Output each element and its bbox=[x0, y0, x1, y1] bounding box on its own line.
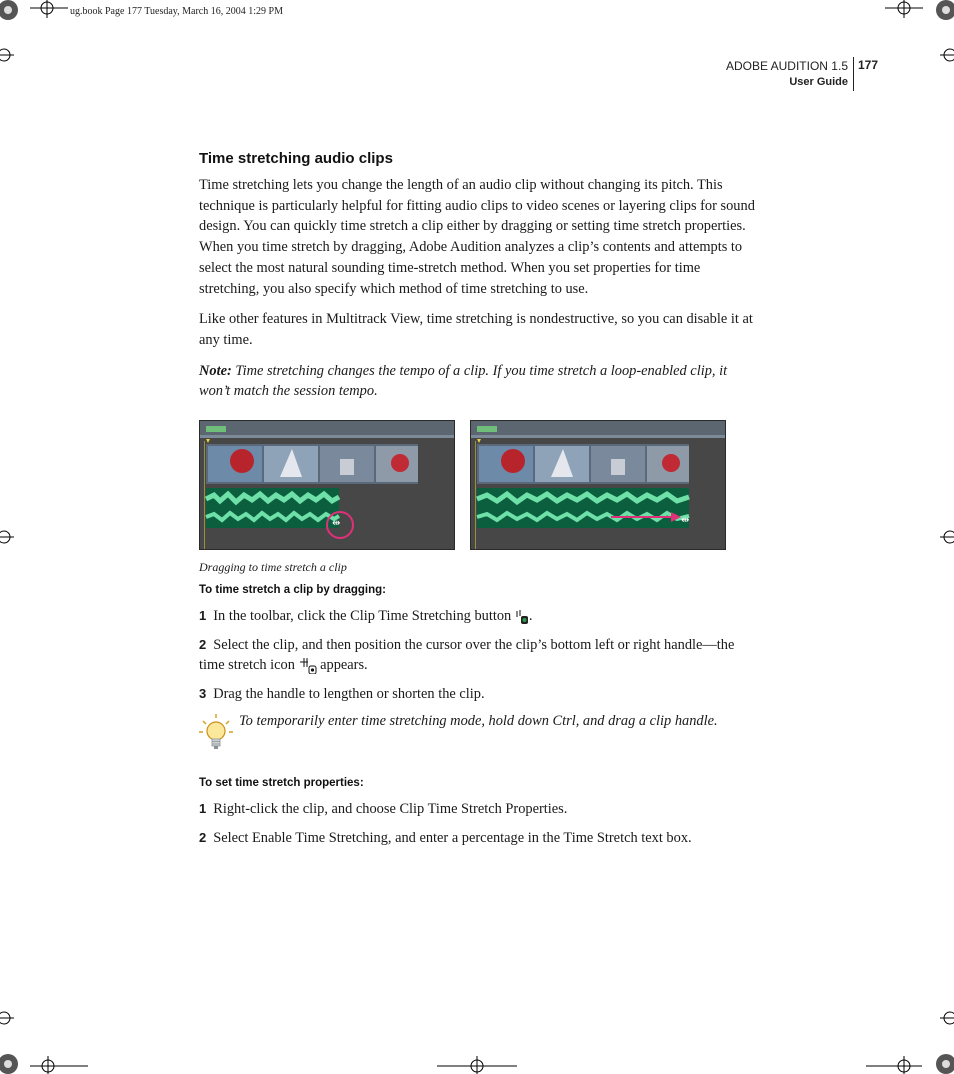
procedure-title-dragging: To time stretch a clip by dragging: bbox=[199, 584, 387, 597]
note bbox=[199, 361, 759, 402]
figure bbox=[199, 420, 759, 578]
header-rule bbox=[853, 57, 854, 91]
running-header bbox=[726, 58, 848, 90]
print-slug: ug.book Page 177 Tuesday, March 16, 2004 1:29 PM bbox=[70, 6, 283, 17]
step-item bbox=[199, 799, 759, 820]
step-text-end: appears. bbox=[316, 657, 368, 674]
note-text: Time stretching changes the tempo of a clip. If you time stretch a loop-enabled clip, it won’t match the session tempo. bbox=[199, 362, 728, 400]
registration-mark-left-mid bbox=[0, 520, 16, 554]
product-name: ADOBE AUDITION 1.5 bbox=[725, 59, 848, 73]
step-text: Drag the handle to lengthen or shorten the clip. bbox=[213, 686, 485, 703]
step-text-end: . bbox=[528, 608, 533, 625]
step-number: 1 bbox=[199, 608, 207, 624]
step-number: 3 bbox=[199, 686, 207, 702]
lightbulb-icon bbox=[199, 713, 233, 753]
step-item bbox=[199, 684, 759, 705]
color-wheel-top-left bbox=[0, 0, 20, 26]
step-number: 1 bbox=[199, 800, 207, 816]
registration-mark-left-top bbox=[0, 40, 16, 70]
page-number: 177 bbox=[858, 58, 879, 72]
page-content bbox=[199, 150, 759, 856]
step-text: In the toolbar, click the Clip Time Stretching button bbox=[213, 608, 515, 625]
registration-mark-bottom-center bbox=[437, 1054, 517, 1074]
paragraph-intro: Time stretching lets you change the length of an audio clip without changing its pitch. This technique is particularly helpful for fitting audio clips to video scenes or layering clips for sound design. You can quickly time stretch a clip either by dragging or setting time stretch properties. When you time stretch by dragging, Adobe Audition analyzes a clip’s contents and attempts to select the most natural sounding time-stretch method. When you set properties for time stretching, you also specify which method of time stretching to use. bbox=[199, 177, 755, 297]
screenshot-after-stretch bbox=[470, 420, 726, 550]
step-number: 2 bbox=[199, 829, 207, 845]
registration-mark-bottom-left bbox=[30, 1054, 90, 1074]
tip bbox=[199, 713, 759, 771]
screenshot-before-stretch bbox=[199, 420, 455, 550]
registration-mark-left-bottom bbox=[0, 1003, 16, 1033]
paragraph-nondestructive: Like other features in Multitrack View, time stretching is nondestructive, so you can disable it at any time. bbox=[199, 311, 753, 348]
guide-name: User Guide bbox=[789, 76, 848, 88]
step-item bbox=[199, 635, 759, 676]
step-text: Right-click the clip, and choose Clip Time Stretch Properties. bbox=[213, 800, 568, 817]
registration-mark-top-right bbox=[885, 0, 925, 20]
registration-mark-right-bottom bbox=[938, 1003, 954, 1033]
step-number: 2 bbox=[199, 636, 207, 652]
color-wheel-bottom-right bbox=[934, 1048, 954, 1074]
tip-text: To temporarily enter time stretching mode, hold down Ctrl, and drag a clip handle. bbox=[239, 712, 718, 729]
section-title: Time stretching audio clips bbox=[199, 150, 393, 167]
registration-mark-top-left bbox=[30, 0, 70, 20]
registration-mark-right-mid bbox=[938, 520, 954, 554]
color-wheel-top-right bbox=[934, 0, 954, 26]
note-label: Note: bbox=[199, 362, 232, 379]
registration-mark-right-top bbox=[938, 40, 954, 70]
step-item bbox=[199, 828, 759, 849]
clip-time-stretching-button-icon bbox=[515, 609, 529, 625]
figure-caption: Dragging to time stretch a clip bbox=[199, 560, 347, 575]
step-text: Select the clip, and then position the cursor over the clip’s bottom left or right handle—the time stretch icon bbox=[199, 636, 735, 674]
step-item bbox=[199, 606, 759, 627]
svg-text:⇹: ⇹ bbox=[332, 518, 341, 530]
time-stretch-cursor-icon bbox=[299, 658, 317, 674]
color-wheel-bottom-left bbox=[0, 1048, 20, 1074]
step-text: Select Enable Time Stretching, and enter a percentage in the Time Stretch text box. bbox=[213, 829, 692, 846]
procedure-title-properties: To set time stretch properties: bbox=[199, 776, 364, 789]
svg-text:⇹: ⇹ bbox=[681, 515, 690, 527]
registration-mark-bottom-right bbox=[864, 1054, 924, 1074]
